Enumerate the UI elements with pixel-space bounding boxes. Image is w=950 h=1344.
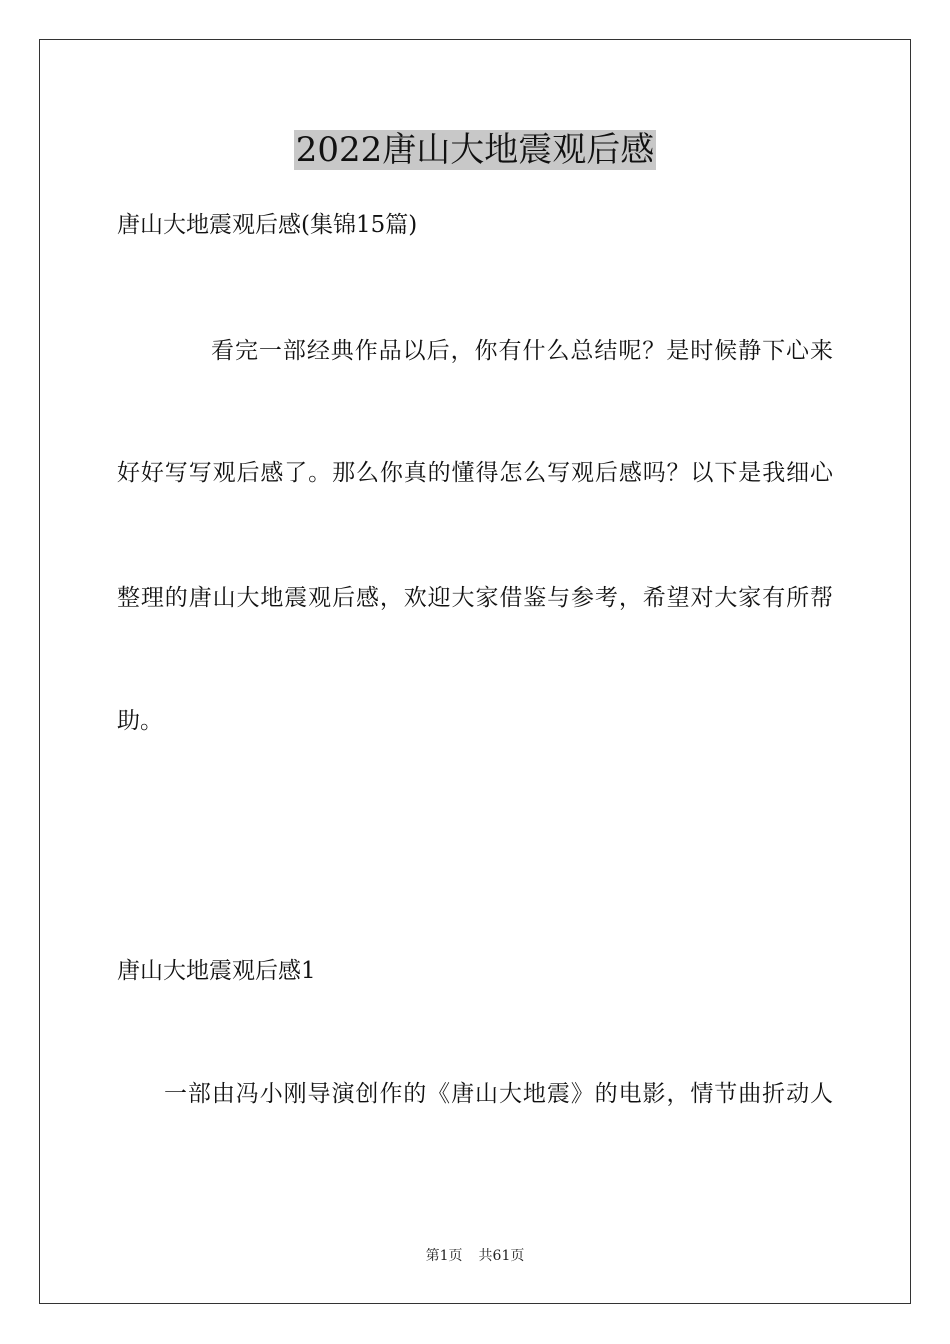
- intro-line-3: 整理的唐山大地震观后感，欢迎大家借鉴与参考，希望对大家有所帮: [117, 585, 833, 611]
- document-subtitle: 唐山大地震观后感(集锦15篇): [117, 212, 418, 238]
- section-paragraph-line-1: 一部由冯小刚导演创作的《唐山大地震》的电影，情节曲折动人: [164, 1081, 833, 1107]
- intro-line-1: 看完一部经典作品以后，你有什么总结呢？是时候静下心来: [211, 338, 833, 364]
- page-number: 第1页: [425, 1248, 463, 1264]
- document-title: 2022唐山大地震观后感: [295, 130, 655, 170]
- section-heading: 唐山大地震观后感1: [117, 958, 316, 984]
- page-footer: [0, 1246, 950, 1266]
- intro-line-2: 好好写写观后感了。那么你真的懂得怎么写观后感吗？以下是我细心: [117, 460, 833, 486]
- intro-line-4: 助。: [117, 708, 163, 734]
- page-total: 共61页: [478, 1248, 525, 1264]
